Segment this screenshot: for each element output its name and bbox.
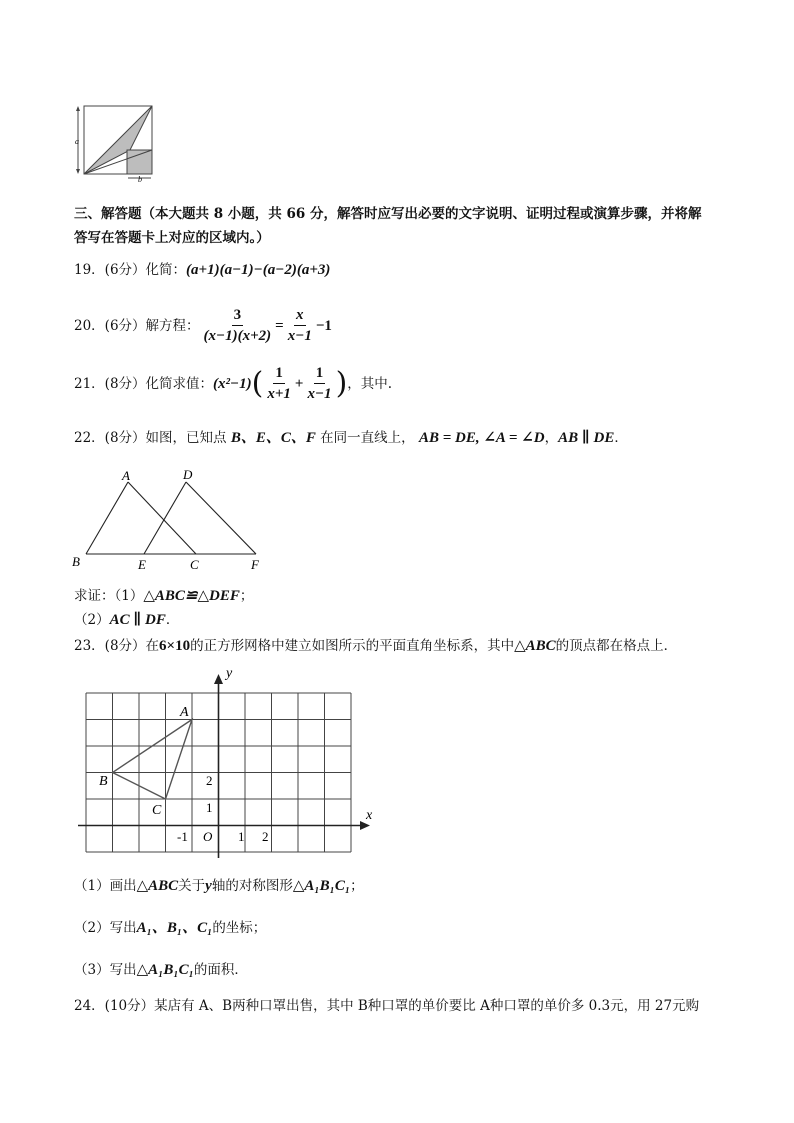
q21-open-paren: ( (251, 365, 264, 401)
q23-end: 的顶点都在格点上． (555, 638, 678, 654)
q23-tri: △ABC (514, 638, 556, 654)
q22-prefix: 22．(8分）如图，已知点 (74, 430, 227, 446)
q23-part3-end: 的面积． (193, 962, 248, 978)
q23-part1-mid: 关于 (178, 878, 206, 894)
q20-lhs-fraction (202, 306, 274, 345)
small-square (127, 150, 152, 174)
label-E: E (138, 557, 146, 572)
q21-fraction-1 (265, 364, 293, 403)
q20-rhs-den: x−1 (287, 328, 312, 344)
q19-expression: (a+1)(a−1)−(a−2)(a+3) (186, 262, 331, 278)
label-A: A (122, 468, 130, 483)
axis-y-label: y (226, 666, 233, 681)
q22-condition: AB = DE, ∠A = ∠D (418, 430, 545, 446)
point-B-label: B (99, 774, 108, 789)
q23-part-3 (74, 960, 248, 980)
segment-df (186, 482, 256, 554)
q22-parallel: AB ∥ DE (558, 430, 615, 446)
q21-prefix: 21．(8分）化简求值： (74, 375, 214, 392)
q23-part-2 (74, 918, 266, 938)
question-19 (74, 260, 330, 280)
q21-f2-den: x−1 (307, 386, 332, 402)
tick-y-1: 1 (206, 800, 213, 815)
q22-mid: 在同一直线上， (320, 430, 415, 446)
label-F: F (251, 557, 259, 572)
q22-proof2-prefix: （2） (74, 612, 110, 628)
q23-part1-image: △A₁B₁C₁ (292, 878, 351, 894)
point-A-label: A (180, 705, 189, 720)
q23-part2-end: 的坐标； (212, 920, 267, 936)
q23-part3-prefix: （3）写出 (74, 962, 137, 978)
q21-f1-num: 1 (273, 364, 285, 384)
q21-close-paren: ) (335, 365, 348, 401)
q20-prefix: 20．(6分）解方程： (74, 317, 200, 334)
q22-proof-1 (74, 586, 253, 606)
question-23 (74, 636, 677, 656)
q23-part1-axis: y (205, 878, 212, 894)
q23-part2-prefix: （2）写出 (74, 920, 137, 936)
section-header-line2: 答写在答题卡上对应的区域内。） (74, 230, 270, 246)
q20-equals: = (275, 317, 284, 334)
segment-ac (128, 482, 196, 554)
q23-part1-tri: △ABC (136, 878, 179, 894)
q23-part1-mid2: 轴的对称图形 (211, 878, 293, 894)
axis-x-label: x (366, 808, 373, 823)
q23-part3-tri: △A₁B₁C₁ (136, 962, 194, 978)
question-22 (74, 428, 628, 448)
q23-grid-figure (76, 662, 386, 860)
triangle-abc (113, 720, 193, 800)
segment-ab (86, 482, 128, 554)
tick-x-minus1: -1 (177, 829, 188, 844)
q23-part2-points: A₁、B₁、C₁ (136, 920, 213, 936)
q20-rhs-fraction (286, 306, 314, 345)
label-b: b (138, 175, 142, 184)
q21-suffix: ，其中. (347, 375, 393, 392)
q22-points: B、E、C、F (230, 430, 316, 446)
question-24: 24．(10分）某店有 A、B两种口罩出售，其中 B种口罩的单价要比 A种口罩的单价多 0.3元，用 27元购 (74, 998, 700, 1014)
q19-prefix: 19．(6分）化简： (74, 262, 187, 278)
label-B: B (72, 554, 80, 569)
tick-x-2: 2 (262, 829, 269, 844)
tick-y-2: 2 (206, 773, 213, 788)
y-axis-arrow-icon (214, 674, 223, 684)
q20-rhs-num: x (294, 306, 306, 326)
label-C: C (190, 557, 199, 572)
q20-lhs-den: (x−1)(x+2) (203, 328, 272, 344)
q22-proof1-expr: △ABC≌△DEF (143, 588, 240, 604)
q22-end: ． (614, 430, 628, 446)
q21-f1-den: x+1 (267, 386, 291, 402)
q21-f2-num: 1 (314, 364, 326, 384)
q22-proof2-end: ． (165, 612, 180, 628)
top-figure (72, 104, 162, 184)
q20-lhs-num: 3 (232, 306, 244, 326)
q21-fraction-2 (305, 364, 333, 403)
question-20 (74, 306, 332, 345)
label-D: D (183, 467, 193, 482)
origin-label: O (203, 829, 213, 844)
q22-proof-2 (74, 610, 179, 630)
q21-factor: (x²−1) (213, 375, 252, 392)
question-21 (74, 364, 392, 403)
q22-figure (68, 462, 268, 574)
q22-proof1-end: ； (239, 588, 254, 604)
q22-sep: ， (544, 430, 559, 446)
q23-part1-end: ； (350, 878, 364, 894)
q23-part-1 (74, 876, 364, 896)
label-a: a (75, 137, 79, 146)
q23-grid: 6×10 (159, 638, 191, 654)
q23-mid: 的正方形网格中建立如图所示的平面直角坐标系，其中 (190, 638, 515, 654)
segment-de (144, 482, 186, 554)
section-header-line1: 三、解答题（本大题共 8 小题，共 66 分，解答时应写出必要的文字说明、证明过程或演算步骤，并将解 (74, 206, 702, 222)
q22-proof2-expr: AC ∥ DF (109, 612, 166, 628)
q23-prefix: 23．(8分）在 (74, 638, 160, 654)
point-C-label: C (152, 803, 162, 818)
q23-part1-prefix: （1）画出 (74, 878, 137, 894)
q22-proof-prefix: 求证：（1） (74, 588, 144, 604)
q21-plus: + (294, 375, 304, 392)
tick-x-1: 1 (238, 829, 245, 844)
q20-rhs-tail: −1 (315, 317, 332, 334)
